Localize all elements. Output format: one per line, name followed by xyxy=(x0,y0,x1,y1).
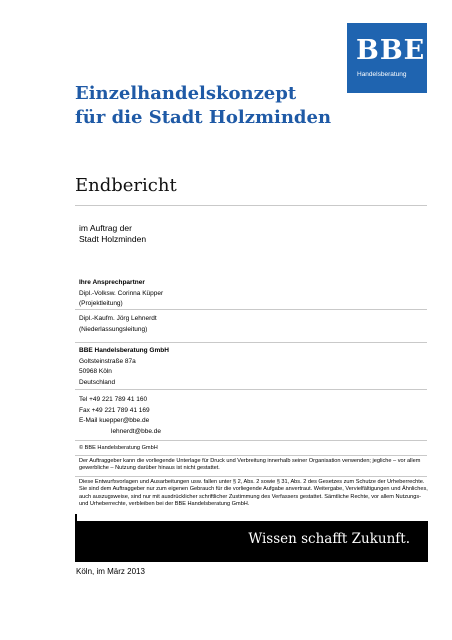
auftrag-line-2: Stadt Holzminden xyxy=(79,234,147,244)
divider xyxy=(75,342,427,343)
contacts-heading: Ihre Ansprechpartner xyxy=(79,279,145,286)
divider xyxy=(75,476,427,477)
copyright-note: © BBE Handelsberatung GmbH xyxy=(79,445,158,451)
copyright-terms: Diese Entwurfsvorlagen und Ausarbeitungen usw. fallen unter § 2, Abs. 2 sowie § 31, Abs. 2 des Gesetzes zum Schutze der Urheberrechte. Sie sind dem Auftraggeber nur zum eigenen Gebrauch für die vorliegende Aufgabe anvertraut. Weitergabe, Vervielfältigungen und Ähnliches, auch auszugsweise, sind nur mit ausdrücklicher schriftlicher Zustimmung des Verfassers gestattet. Sämtliche Rechte, vor allem Nutzungs- und Urheberrechte, verbleiben bei der BBE Handelsberatung GmbH. xyxy=(79,479,428,508)
divider xyxy=(75,309,427,310)
person2-role: (Niederlassungsleitung) xyxy=(79,325,148,333)
fax-number: Fax +49 221 789 41 169 xyxy=(79,406,150,414)
contact-person-2 xyxy=(79,314,157,335)
slogan-band xyxy=(75,521,428,562)
company-address xyxy=(79,346,169,388)
contact-info xyxy=(79,395,161,437)
commissioned-by xyxy=(79,223,146,245)
divider xyxy=(75,389,427,390)
person2-name: Dipl.-Kaufm. Jörg Lehnerdt xyxy=(79,315,157,322)
logo-subtext: Handelsberatung xyxy=(357,71,407,78)
bbe-logo xyxy=(347,23,427,93)
document-subtitle: Endbericht xyxy=(75,175,177,196)
document-title xyxy=(75,82,331,130)
band-marker xyxy=(75,514,77,521)
title-line-2: für die Stadt Holzminden xyxy=(75,107,332,128)
company-city: 50968 Köln xyxy=(79,368,112,375)
phone-number: Tel +49 221 789 41 160 xyxy=(79,396,148,403)
slogan: Wissen schafft Zukunft. xyxy=(248,531,410,547)
contact-persons xyxy=(79,278,163,310)
divider xyxy=(75,440,427,441)
email-link-lehnerdt[interactable]: lehnerdt@bbe.de xyxy=(111,427,161,435)
company-country: Deutschland xyxy=(79,378,116,386)
title-line-1: Einzelhandelskonzept xyxy=(75,83,297,104)
company-name: BBE Handelsberatung GmbH xyxy=(79,347,169,354)
place-date: Köln, im März 2013 xyxy=(76,567,145,576)
company-street: Goltsteinstraße 87a xyxy=(79,357,136,365)
divider xyxy=(75,455,427,456)
divider xyxy=(75,205,427,206)
usage-terms: Der Auftraggeber kann die vorliegende Unterlage für Druck und Verbreitung innerhalb seiner Organisation verwenden; jegliche – vor allem gewerbliche – Nutzung darüber hinaus ist nicht gestattet. xyxy=(79,458,421,472)
person1-role: (Projektleitung) xyxy=(79,300,123,307)
logo-text: BBE xyxy=(356,35,426,66)
person1-name: Dipl.-Volksw. Corinna Küpper xyxy=(79,289,164,297)
email-link-kuepper[interactable]: E-Mail kuepper@bbe.de xyxy=(79,417,150,424)
auftrag-line-1: im Auftrag der xyxy=(79,223,132,233)
